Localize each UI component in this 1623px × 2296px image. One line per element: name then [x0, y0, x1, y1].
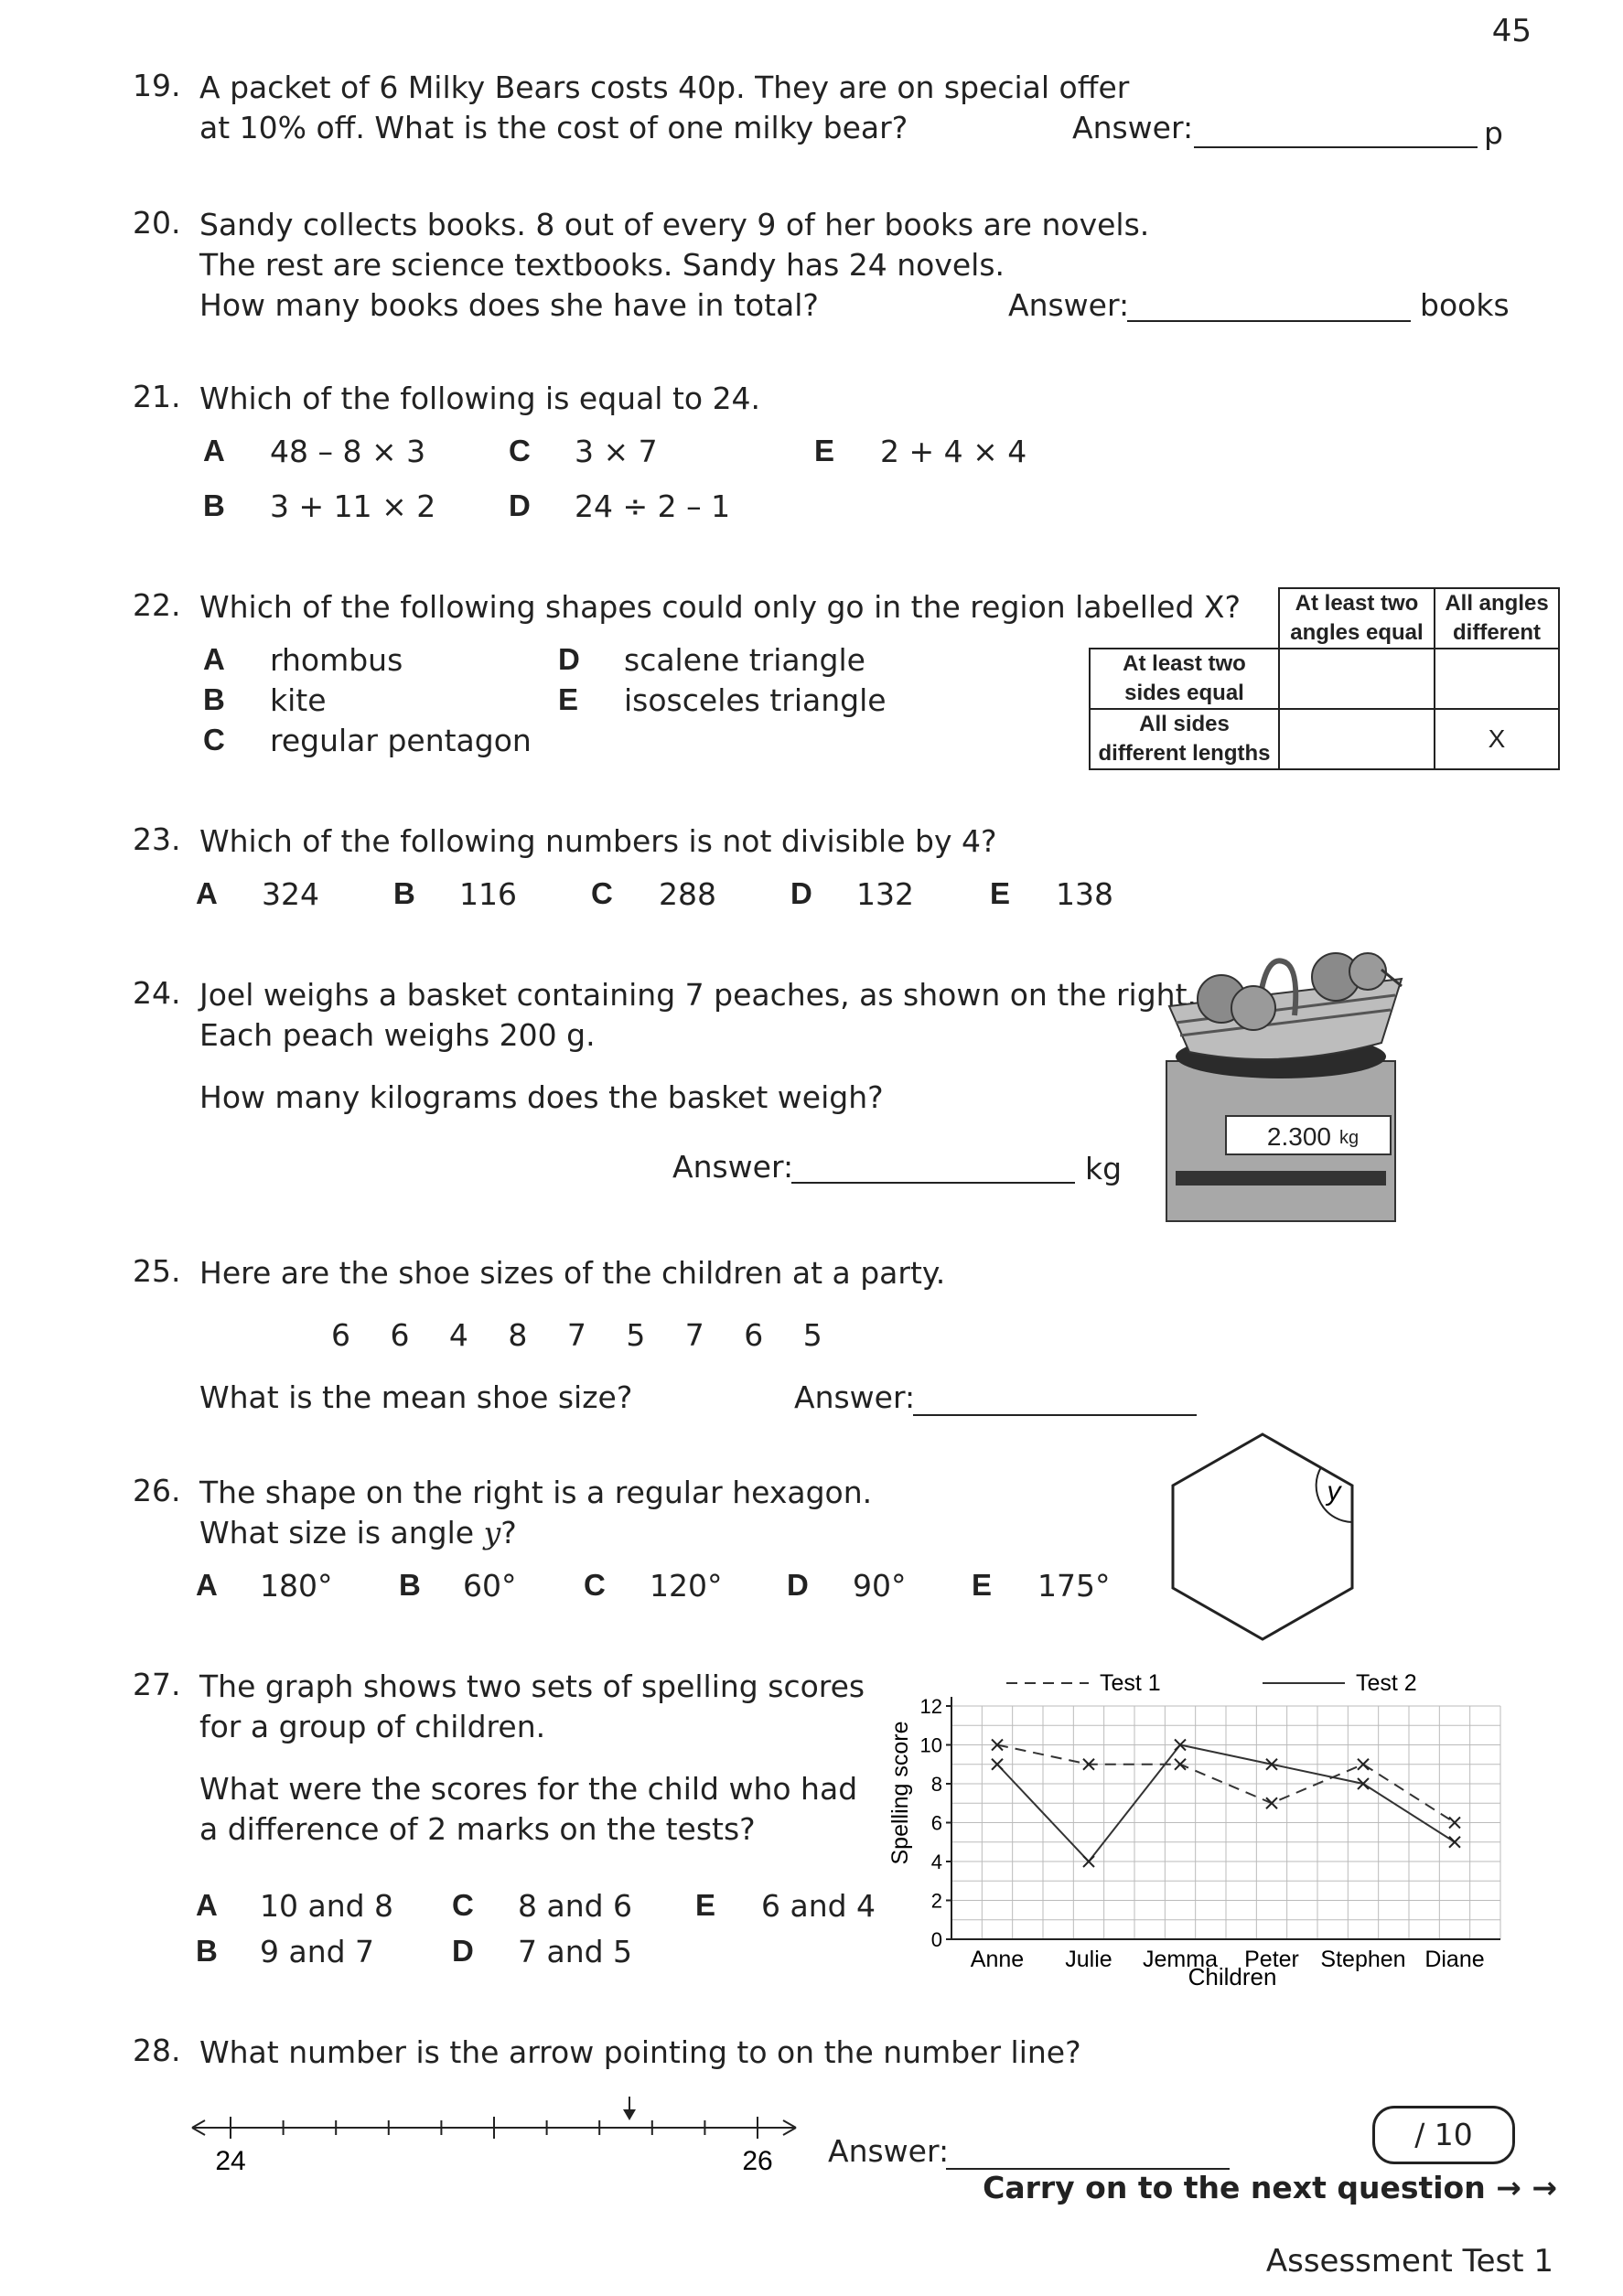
q22-option-d-text: scalene triangle: [624, 642, 865, 678]
weighing-scale-illustration: [1162, 951, 1418, 1226]
q21-option-b-letter[interactable]: B: [203, 488, 225, 522]
q23-text: Which of the following numbers is not divisible by 4?: [199, 823, 997, 859]
q27-option-d-text: 7 and 5: [518, 1934, 633, 1969]
chart-y-tick-label: 12: [919, 1695, 942, 1718]
q22-number: 22.: [133, 587, 181, 623]
chart-x-axis-label: Children: [1188, 1963, 1277, 1990]
regular-hexagon-diagram: [1162, 1427, 1363, 1647]
q24-line2: Each peach weighs 200 g.: [199, 1017, 596, 1053]
q21-option-a-letter[interactable]: A: [203, 434, 225, 467]
q23-number: 23.: [133, 821, 181, 857]
chart-x-category-label: Julie: [1065, 1947, 1112, 1972]
q20-line3: How many books does she have in total?: [199, 287, 819, 323]
q19-unit: p: [1484, 115, 1503, 151]
q23-option-d-letter[interactable]: D: [790, 876, 812, 910]
q21-option-d-letter[interactable]: D: [509, 488, 531, 522]
q26-option-a-letter[interactable]: A: [196, 1568, 218, 1602]
q19-answer-line[interactable]: [1194, 113, 1478, 148]
q20-line1: Sandy collects books. 8 out of every 9 of her books are novels.: [199, 207, 1150, 242]
chart-x-category-label: Stephen: [1320, 1947, 1406, 1972]
q22-text: Which of the following shapes could only go in the region labelled X?: [199, 589, 1241, 625]
q21-option-e-text: 2 + 4 × 4: [880, 434, 1027, 469]
footer-test-name: Assessment Test 1: [1265, 2243, 1553, 2280]
q26-number: 26.: [133, 1473, 181, 1508]
q27-line1: The graph shows two sets of spelling scores: [199, 1668, 865, 1704]
q22-option-a-letter[interactable]: A: [203, 642, 225, 676]
spelling-scores-chart: [878, 1665, 1519, 1994]
q22-row-header-sides-different: All sides different lengths: [1090, 709, 1279, 769]
q27-option-a-letter[interactable]: A: [196, 1888, 218, 1922]
q19-answer-label: Answer:: [1072, 110, 1194, 145]
q27-option-b-letter[interactable]: B: [196, 1934, 218, 1968]
carry-on-instruction: Carry on to the next question → →: [983, 2170, 1557, 2205]
q23-option-a-letter[interactable]: A: [196, 876, 218, 910]
q25-answer-line[interactable]: [913, 1381, 1197, 1416]
q23-option-c-letter[interactable]: C: [591, 876, 613, 910]
q23-option-a-text: 324: [262, 876, 319, 912]
q26-option-e-text: 175°: [1037, 1568, 1111, 1604]
q20-answer-line[interactable]: [1127, 287, 1411, 322]
q28-answer-line[interactable]: [946, 2135, 1230, 2170]
q22-option-a-text: rhombus: [270, 642, 403, 678]
q27-option-c-letter[interactable]: C: [452, 1888, 474, 1922]
number-line-end: 26: [742, 2146, 773, 2176]
q26-line2: What size is angle y?: [199, 1515, 517, 1550]
q26-option-c-text: 120°: [650, 1568, 723, 1604]
q22-option-d-letter[interactable]: D: [558, 642, 580, 676]
q23-option-b-text: 116: [459, 876, 517, 912]
q26-angle-variable: y: [483, 1515, 501, 1550]
number-line-start: 24: [215, 2146, 246, 2176]
q23-option-e-letter[interactable]: E: [990, 876, 1011, 910]
q21-option-c-text: 3 × 7: [575, 434, 658, 469]
q24-answer-line[interactable]: [791, 1149, 1075, 1184]
q27-number: 27.: [133, 1667, 181, 1702]
number-line-arrow: [623, 2097, 636, 2120]
q22-option-b-text: kite: [270, 682, 327, 718]
chart-y-tick-label: 2: [930, 1889, 942, 1913]
q22-option-c-letter[interactable]: C: [203, 723, 225, 756]
q26-line1: The shape on the right is a regular hexagon.: [199, 1475, 873, 1510]
q21-option-c-letter[interactable]: C: [509, 434, 531, 467]
chart-y-tick-label: 0: [930, 1928, 942, 1951]
q26-option-b-text: 60°: [463, 1568, 517, 1604]
q27-option-e-letter[interactable]: E: [695, 1888, 716, 1922]
q19-line2: at 10% off. What is the cost of one milky bear?: [199, 110, 908, 145]
q27-option-c-text: 8 and 6: [518, 1888, 633, 1924]
q20-answer-label: Answer:: [1008, 287, 1130, 323]
page-number: 45: [1491, 13, 1532, 49]
q25-answer-label: Answer:: [794, 1379, 916, 1415]
chart-y-tick-label: 6: [930, 1811, 942, 1835]
q25-shoe-sizes: 6 6 4 8 7 5 7 6 5: [331, 1317, 822, 1353]
q21-option-a-text: 48 – 8 × 3: [270, 434, 426, 469]
q26-option-d-letter[interactable]: D: [787, 1568, 809, 1602]
q27-option-a-text: 10 and 8: [260, 1888, 394, 1924]
q27-line4: a difference of 2 marks on the tests?: [199, 1811, 756, 1847]
q24-line3: How many kilograms does the basket weigh?: [199, 1079, 884, 1115]
q22-option-b-letter[interactable]: B: [203, 682, 225, 716]
chart-y-tick-label: 10: [919, 1733, 942, 1757]
q20-unit: books: [1420, 287, 1510, 323]
chart-legend-label: Test 2: [1356, 1670, 1417, 1696]
q22-row-header-sides-equal: At least two sides equal: [1090, 649, 1279, 709]
q22-option-e-text: isosceles triangle: [624, 682, 887, 718]
q21-number: 21.: [133, 379, 181, 414]
q21-option-e-letter[interactable]: E: [814, 434, 835, 467]
q27-option-e-text: 6 and 4: [761, 1888, 876, 1924]
q22-option-e-letter[interactable]: E: [558, 682, 579, 716]
q21-text: Which of the following is equal to 24.: [199, 381, 761, 416]
q26-option-b-letter[interactable]: B: [399, 1568, 421, 1602]
q20-number: 20.: [133, 205, 181, 241]
scale-reading: 2.300: [1266, 1122, 1331, 1151]
q22-cell-r2c1: [1279, 709, 1435, 769]
chart-legend-label: Test 1: [1100, 1670, 1161, 1696]
q24-answer-label: Answer:: [672, 1149, 794, 1185]
q24-number: 24.: [133, 975, 181, 1011]
q22-col-header-angles-different: All angles different: [1435, 588, 1559, 649]
chart-x-category-label: Jemma: [1143, 1947, 1218, 1972]
q23-option-e-text: 138: [1056, 876, 1113, 912]
q23-option-d-text: 132: [856, 876, 914, 912]
q25-text: Here are the shoe sizes of the children at a party.: [199, 1255, 946, 1291]
chart-x-category-label: Anne: [970, 1947, 1025, 1972]
score-box: / 10: [1372, 2106, 1515, 2164]
q19-number: 19.: [133, 68, 181, 103]
q22-shape-table: [1089, 587, 1560, 770]
q27-option-b-text: 9 and 7: [260, 1934, 375, 1969]
q26-option-d-text: 90°: [853, 1568, 907, 1604]
number-line: [183, 2095, 823, 2186]
q22-option-c-text: regular pentagon: [270, 723, 532, 758]
q26-option-c-letter[interactable]: C: [584, 1568, 606, 1602]
q25-question: What is the mean shoe size?: [199, 1379, 633, 1415]
q27-option-d-letter[interactable]: D: [452, 1934, 474, 1968]
hexagon-angle-label: y: [1327, 1476, 1341, 1507]
q27-line2: for a group of children.: [199, 1709, 546, 1744]
q19-line1: A packet of 6 Milky Bears costs 40p. They are on special offer: [199, 70, 1130, 105]
q28-answer-label: Answer:: [828, 2133, 950, 2169]
q22-cell-r1c2: [1435, 649, 1559, 709]
q22-cell-r1c1: [1279, 649, 1435, 709]
q21-option-d-text: 24 ÷ 2 – 1: [575, 488, 731, 524]
q28-number: 28.: [133, 2033, 181, 2068]
q26-option-e-letter[interactable]: E: [972, 1568, 993, 1602]
scale-unit: kg: [1339, 1128, 1360, 1148]
q25-number: 25.: [133, 1253, 181, 1289]
q21-option-b-text: 3 + 11 × 2: [270, 488, 436, 524]
q20-line2: The rest are science textbooks. Sandy has 24 novels.: [199, 247, 1005, 283]
q23-option-c-text: 288: [659, 876, 716, 912]
q22-col-header-angles-equal: At least two angles equal: [1279, 588, 1435, 649]
q24-unit: kg: [1085, 1151, 1123, 1186]
chart-x-category-label: Diane: [1424, 1947, 1485, 1972]
q27-line3: What were the scores for the child who had: [199, 1771, 858, 1807]
chart-y-axis-label: Spelling score: [887, 1721, 913, 1865]
chart-y-tick-label: 8: [930, 1773, 942, 1796]
chart-y-tick-label: 4: [930, 1851, 942, 1873]
q24-line1: Joel weighs a basket containing 7 peaches, as shown on the right.: [199, 977, 1197, 1013]
q26-option-a-text: 180°: [260, 1568, 333, 1604]
chart-x-category-label: Peter: [1244, 1947, 1299, 1972]
q23-option-b-letter[interactable]: B: [393, 876, 415, 910]
q22-cell-x: X: [1435, 709, 1559, 769]
q28-text: What number is the arrow pointing to on the number line?: [199, 2034, 1081, 2070]
